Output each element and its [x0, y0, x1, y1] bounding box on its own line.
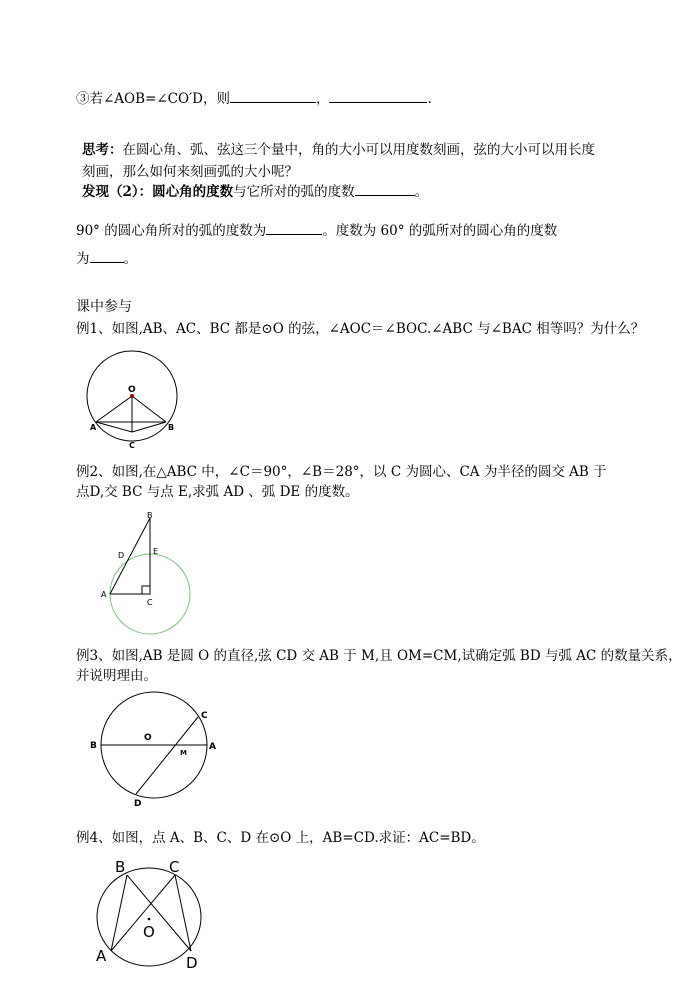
fig2-label-d: D	[118, 551, 125, 560]
fill-line-2	[76, 250, 137, 268]
fig2-label-a: A	[101, 590, 107, 599]
fig4-chord-ab	[111, 875, 127, 951]
example-3-line-2: 并说明理由。	[76, 668, 157, 684]
fill-line-1	[76, 222, 557, 240]
question-3-line	[76, 90, 432, 108]
fig4-circle	[97, 868, 201, 966]
fig4-chord-bd	[127, 875, 191, 951]
discover-end: 。	[414, 184, 429, 200]
figure-1	[86, 350, 186, 460]
fig3-label-a: A	[209, 742, 216, 752]
line-end: .	[427, 91, 432, 107]
fig3-label-o: O	[144, 733, 152, 743]
fig2-label-e: E	[153, 547, 159, 556]
discover-blank[interactable]	[355, 183, 415, 196]
fig2-label-c: C	[147, 598, 153, 607]
fig4-label-d: D	[186, 954, 198, 972]
figure-4	[93, 855, 208, 975]
fig1-label-c: C	[129, 441, 135, 450]
think-label: 思考：	[82, 142, 123, 158]
think-text-1: 在圆心角、弧、弦这三个量中，角的大小可以用度数刻画，弦的大小可以用长度	[122, 142, 595, 158]
discover-text: 与它所对的弧的度数	[233, 184, 355, 200]
example-1-text: 例1、如图,AB、AC、BC 都是⊙O 的弦，∠AOC＝∠BOC.∠ABC 与∠BAC 相等吗？为什么？	[76, 321, 645, 337]
fill-blank-1[interactable]	[266, 222, 322, 235]
think-line-2	[82, 163, 298, 181]
example-2-line-2: 点D,交 BC 与点 E,求弧 AD 、弧 DE 的度数。	[76, 484, 359, 500]
discover-line	[82, 183, 428, 201]
example-3-line-1: 例3、如图,AB 是圆 O 的直径,弦 CD 交 AB 于 M,且 OM=CM,试确定弧 BD 与弧 AC 的数量关系，	[76, 648, 682, 664]
think-text-2: 刻画，那么如何来刻画弧的大小呢？	[82, 164, 298, 180]
example-2-line-1: 例2、如图,在△ABC 中，∠C＝90°，∠B＝28°，以 C 为圆心、CA 为半径的圆交 AB 于	[76, 464, 607, 480]
fig2-right-angle-mark	[142, 586, 150, 594]
fig1-label-a: A	[90, 423, 97, 432]
answer-blank-2[interactable]	[329, 90, 427, 103]
figure-3	[90, 695, 220, 810]
fig1-chord-ac	[96, 422, 132, 432]
question-3-text: ③若∠AOB=∠CO′D，则	[76, 91, 230, 107]
fig4-chord-cd	[175, 875, 191, 951]
fig4-label-a: A	[96, 947, 107, 965]
fig4-label-o: O	[143, 923, 155, 941]
fig2-label-b: B	[147, 511, 153, 520]
think-line-1	[82, 141, 595, 159]
fill-part-1: 90° 的圆心角所对的弧的度数为	[76, 223, 267, 239]
fig4-label-b: B	[115, 858, 126, 876]
fig3-chord-cd	[136, 717, 198, 794]
answer-blank-1[interactable]	[230, 90, 316, 103]
example-4-text: 例4、如图，点 A、B、C、D 在⊙O 上，AB=CD.求证：AC=BD。	[76, 830, 485, 846]
fill-part-4: 。	[123, 251, 137, 267]
fig4-label-c: C	[169, 858, 180, 876]
fig1-label-b: B	[168, 423, 175, 432]
fig1-radius-ob	[132, 396, 166, 422]
fig1-radius-oa	[96, 396, 132, 422]
discover-label: 发现（2）：圆心角的度数	[82, 184, 234, 200]
fig2-side-ab	[110, 518, 150, 594]
fill-part-3: 为	[76, 251, 90, 267]
fig3-label-d: D	[134, 799, 142, 809]
fill-blank-2[interactable]	[90, 250, 124, 263]
fig3-label-c: C	[201, 711, 208, 721]
fig1-label-o: O	[128, 385, 136, 395]
fig3-label-b: B	[90, 741, 97, 751]
figure-2	[98, 510, 198, 640]
fig4-center-dot	[148, 918, 151, 921]
fill-part-2: 。度数为 60° 的弧所对的圆心角的度数	[322, 223, 558, 239]
fig3-label-m: M	[180, 749, 187, 757]
section-title: 课中参与	[76, 299, 132, 315]
separator: ，	[315, 91, 330, 107]
